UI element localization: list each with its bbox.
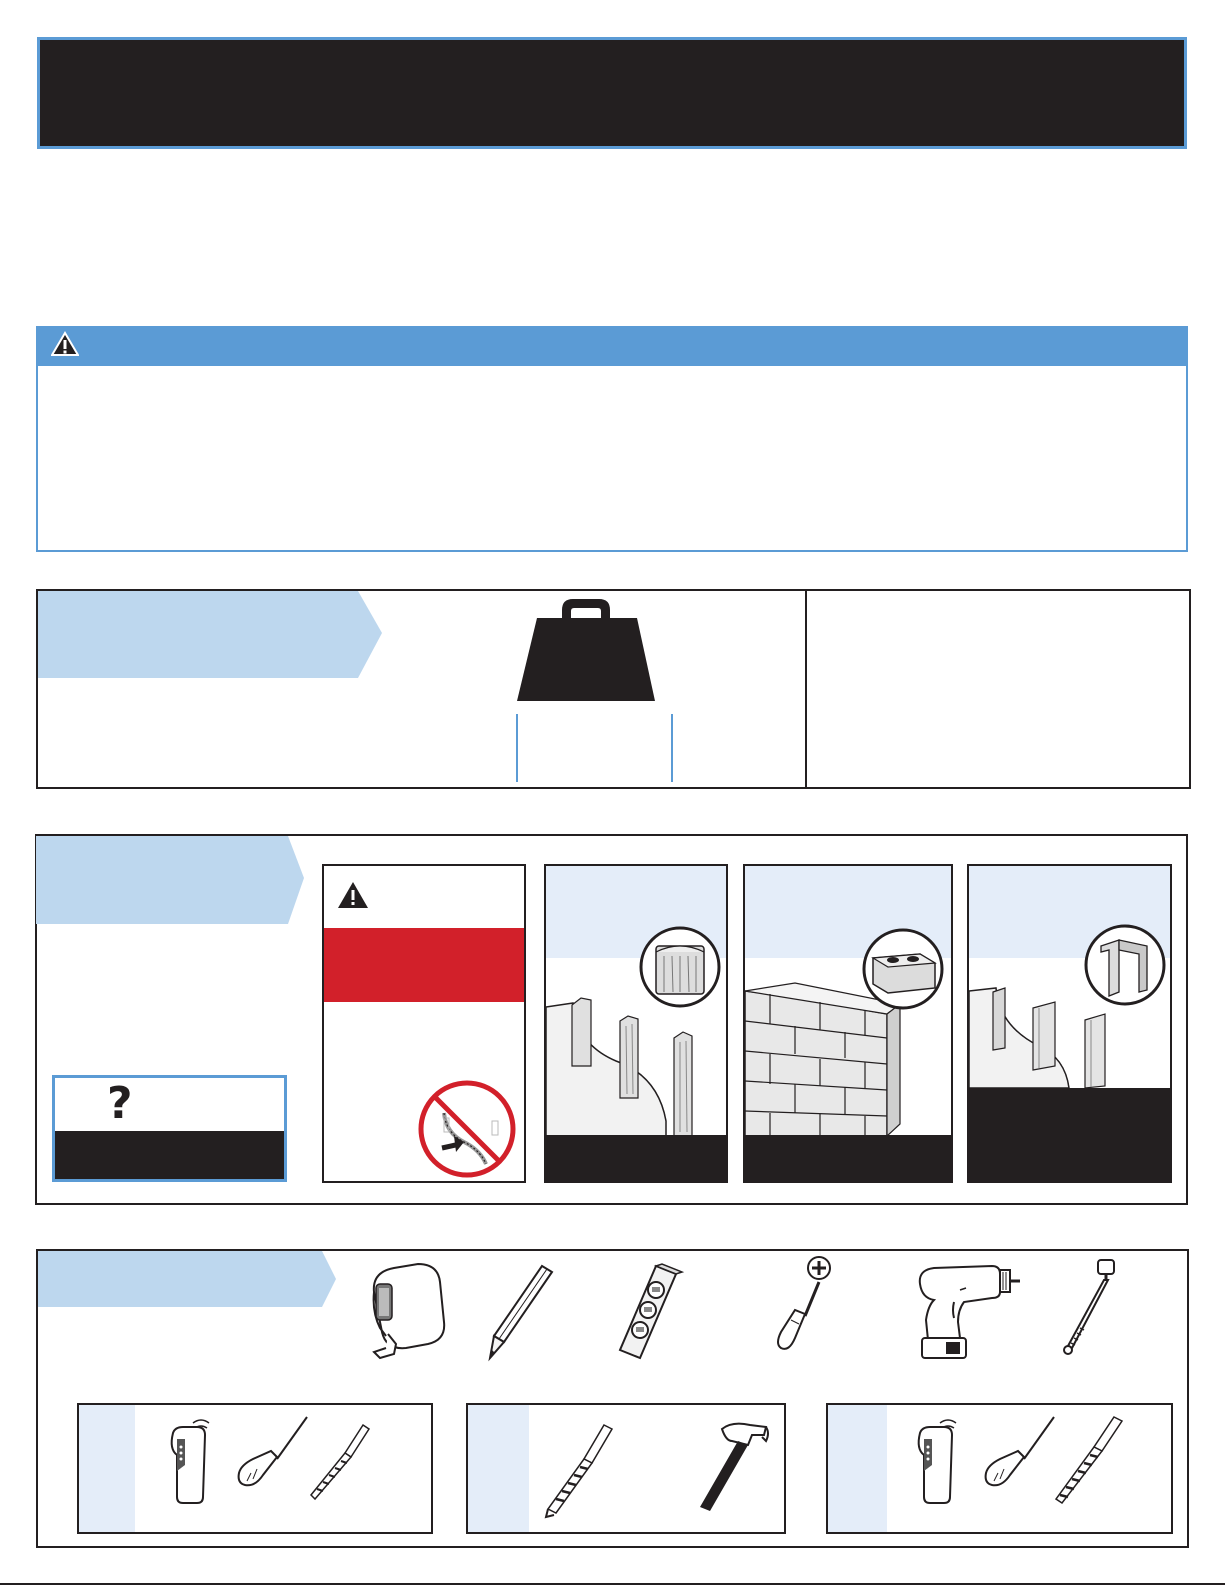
wall-section-banner [36,836,306,926]
metal-stud-panel [967,864,1172,1183]
metal-stud-caption [969,1181,970,1182]
warning-triangle-icon [51,331,79,357]
wood-stud-panel [544,864,728,1183]
question-mark-icon: ? [107,1078,133,1129]
weight-icon [515,596,675,784]
unknown-wall-box [52,1075,287,1182]
tape-measure-icon [366,1262,446,1362]
awl-icon [233,1415,313,1505]
weight-divider [805,589,807,789]
awl-icon [980,1415,1060,1505]
kit-label-strip [828,1405,887,1532]
kit-label-strip [79,1405,135,1532]
title-bar [37,37,1187,149]
warning-triangle-icon [336,880,370,910]
power-drill-icon [914,1262,1024,1362]
wood-stud-illustration [546,866,726,1181]
metal-stud-illustration [969,866,1170,1181]
wood-stud-kit [77,1403,433,1534]
socket-wrench-icon [1058,1256,1128,1362]
concrete-brick-panel [743,864,953,1183]
masonry-drill-bit-icon [542,1423,622,1523]
concrete-brick-illustration [745,866,951,1181]
wall-warning-panel [322,864,526,1183]
unknown-wall-caption-bar [55,1131,284,1179]
kit-label-strip [468,1405,529,1532]
metal-stud-kit [826,1403,1173,1534]
concrete-kit [466,1403,786,1534]
drill-bit-icon [1050,1415,1130,1509]
level-icon [610,1262,690,1362]
pencil-icon [486,1262,556,1362]
warning-red-band [324,928,524,1002]
hammer-icon [692,1419,772,1519]
drill-bit-icon [307,1423,377,1503]
wood-stud-caption [546,1181,547,1182]
stud-finder-icon [163,1415,223,1505]
no-drywall-only-icon [416,1078,518,1180]
stud-finder-icon [910,1415,970,1505]
weight-section-banner [36,589,396,684]
concrete-brick-caption [745,1181,746,1182]
phillips-screwdriver-icon [775,1254,845,1362]
tools-section-banner [38,1251,338,1311]
warning-header [36,326,1188,366]
